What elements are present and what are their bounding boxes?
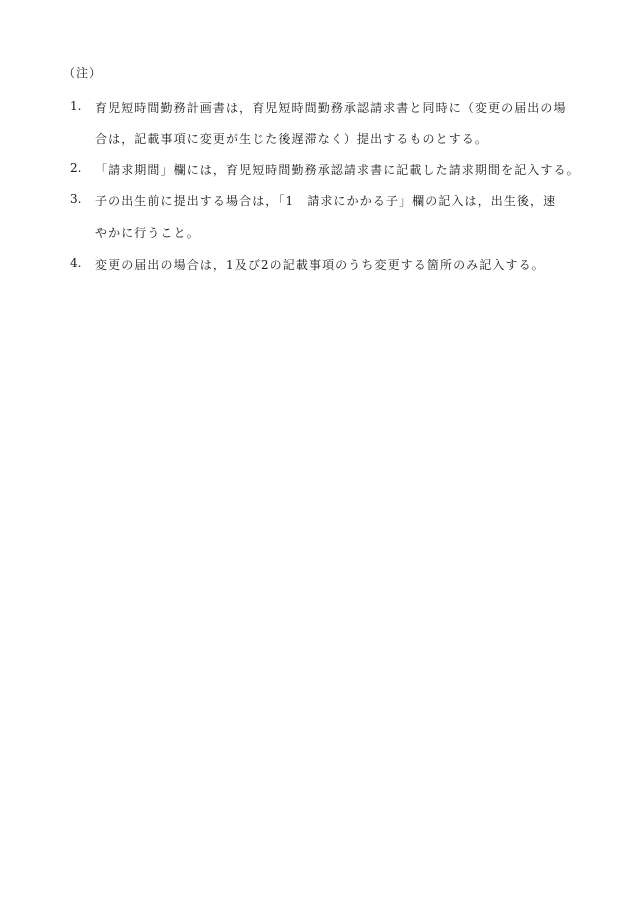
note-2-number: 2.	[70, 161, 82, 175]
note-1-line-2: 合は，記載事項に変更が生じた後遅滞なく）提出するものとする。	[95, 132, 489, 146]
note-4-line-1: 変更の届出の場合は，1及び2の記載事項のうち変更する箇所のみ記入する。	[95, 258, 545, 272]
note-1-line-1: 育児短時間勤務計画書は，育児短時間勤務承認請求書と同時に（変更の届出の場	[95, 101, 567, 115]
note-3-line-1: 子の出生前に提出する場合は，「1 請求にかかる子」欄の記入は，出生後，速	[95, 194, 557, 208]
note-3-number: 3.	[70, 192, 82, 206]
note-1-number: 1.	[70, 99, 82, 113]
note-3-line-2: やかに行うこと。	[95, 226, 200, 240]
note-4-number: 4.	[70, 256, 82, 270]
notes-heading: （注）	[63, 66, 103, 80]
note-2-line-1: 「請求期間」欄には，育児短時間勤務承認請求書に記載した請求期間を記入する。	[95, 163, 580, 177]
